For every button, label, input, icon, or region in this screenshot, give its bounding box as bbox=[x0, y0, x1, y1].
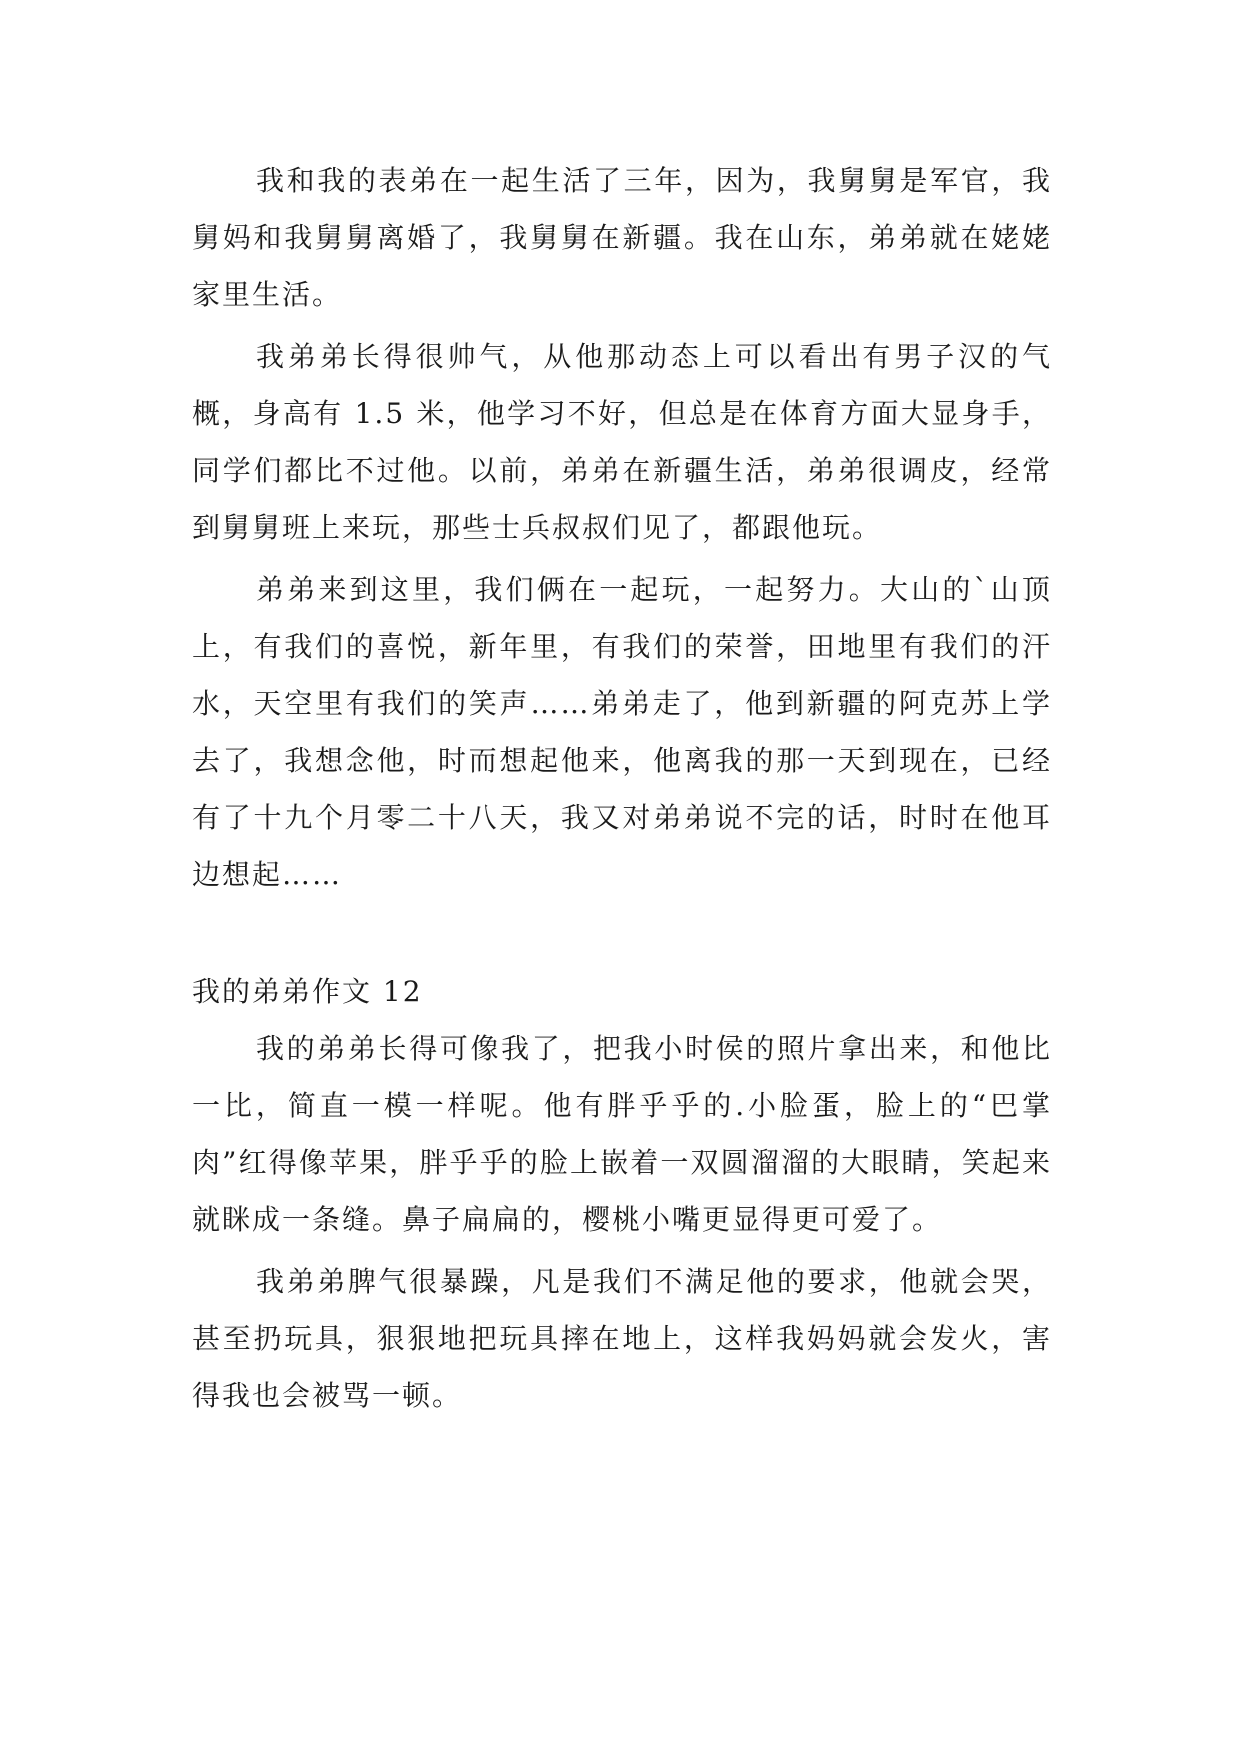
section-title: 我的弟弟作文 12 bbox=[192, 975, 423, 1008]
paragraph: 我弟弟脾气很暴躁，凡是我们不满足他的要求，他就会哭，甚至扔玩具，狠狠地把玩具摔在地上，这样我妈妈就会发火，害得我也会被骂一顿。 bbox=[192, 1265, 1052, 1412]
paragraph: 我弟弟长得很帅气，从他那动态上可以看出有男子汉的气概，身高有 1.5 米，他学习不好，但总是在体育方面大显身手，同学们都比不过他。以前，弟弟在新疆生活，弟弟很调皮，经常到舅舅班上来玩，那些士兵叔叔们见了，都跟他玩。 bbox=[192, 340, 1052, 544]
paragraph: 我的弟弟长得可像我了，把我小时侯的照片拿出来，和他比一比，简直一模一样呢。他有胖乎乎的.小脸蛋，脸上的“巴掌肉”红得像苹果，胖乎乎的脸上嵌着一双圆溜溜的大眼睛，笑起来就眯成一条缝。鼻子扁扁的，樱桃小嘴更显得更可爱了。 bbox=[192, 1032, 1052, 1236]
paragraph: 我和我的表弟在一起生活了三年，因为，我舅舅是军官，我舅妈和我舅舅离婚了，我舅舅在新疆。我在山东，弟弟就在姥姥家里生活。 bbox=[192, 164, 1052, 311]
document-body bbox=[192, 152, 1052, 1424]
paragraph: 弟弟来到这里，我们俩在一起玩，一起努力。大山的`山顶上，有我们的喜悦，新年里，有我们的荣誉，田地里有我们的汗水，天空里有我们的笑声……弟弟走了，他到新疆的阿克苏上学去了，我想念他，时而想起他来，他离我的那一天到现在，已经有了十九个月零二十八天，我又对弟弟说不完的话，时时在他耳边想起…… bbox=[192, 573, 1052, 891]
